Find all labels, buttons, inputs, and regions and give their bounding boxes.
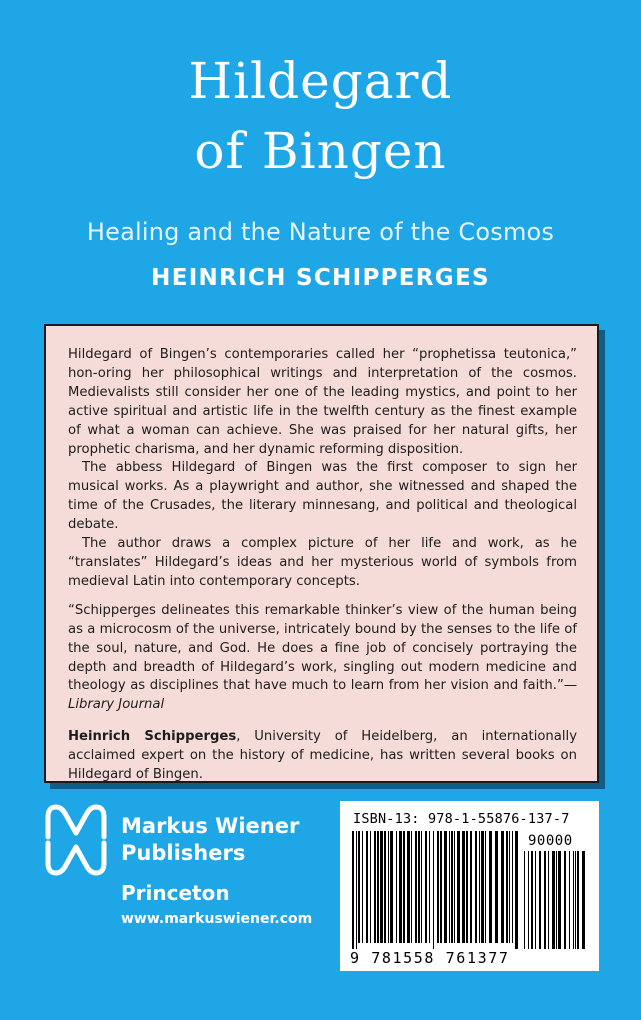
barcode-bar [407,831,410,943]
barcode-bar [449,831,450,943]
barcode-bar [451,831,453,943]
barcode-digits: 9 781558 761377 [350,949,510,967]
barcode-bar [356,831,357,949]
barcode-bar [358,831,360,943]
book-title-line1: Hildegard [188,52,453,110]
barcode-bar [370,831,371,943]
barcode-bar [457,831,460,943]
barcode-bar [501,831,504,943]
mw-logo-icon [44,803,108,877]
barcode-bar [374,831,376,943]
addon-bar [539,851,541,949]
barcode-bar [506,831,508,943]
addon-bar [582,851,585,949]
addon-bar [575,851,576,949]
barcode-bar [437,831,439,943]
addon-bar [552,851,555,949]
barcode-bar [454,831,455,943]
isbn-label: ISBN-13: 978-1-55876-137-7 [353,811,570,827]
blurb-paragraph-2: The abbess Hildegard of Bingen was the first composer to sign her musical works. As a playwright and author, she witnessed and shaped the time of the Crusades, the literary minnesang, and political and theological debate. [68,460,577,533]
book-subtitle: Healing and the Nature of the Cosmos [86,218,555,246]
addon-bar [544,851,546,949]
review-text: “Schipperges delineates this remarkable thinker’s view of the human being as a microcosm of the universe, intricately bound by the senses to the life of the soul, nature, and God. He does a fine job of concisely portraying the depth and breadth of Hildegard’s work, singling out modern medicine and theology as disciplines that have much to learn from her vision and faith.” [68,602,577,694]
author-bio-text: , University of Heidelberg, an internationally acclaimed expert on the history of medicine, has written several books on Hildegard of Bingen. [68,729,577,783]
addon-bar [524,851,525,949]
barcode-bar [403,831,405,943]
publisher-url: www.markuswiener.com [121,911,313,927]
book-author: HEINRICH SCHIPPERGES [151,265,490,291]
barcode-bar [421,831,422,943]
publisher-name-line1: Markus Wiener [121,814,300,838]
barcode-bar [509,831,510,943]
barcode-bar [390,831,393,943]
addon-bar [558,851,561,949]
blurb-paragraph-1: Hildegard of Bingen’s contemporaries called her “prophetissa teutonica,” hon-oring her philosophical writings and interpretation of the cosmos. Medievalists still consider her one of the leading mystics, and point to her active spiritual and artistic life in the twelfth century as the finest example of what a woman can achieve. She was praised for her natural gifts, her prophetic charisma, and her dynamic reforming disposition. [68,347,577,457]
barcode-bar [388,831,389,943]
barcode-bar [475,831,477,943]
author-bio [68,728,577,785]
addon-bar [531,851,533,949]
barcode-bar [489,831,492,943]
barcode-bar [366,831,368,943]
author-bio-name: Heinrich Schipperges [68,729,237,745]
addon-bar [569,851,570,949]
barcode-bar [396,831,397,943]
review-source: —Library Journal [68,678,577,713]
barcode-bar [384,831,386,943]
barcode-bar [415,831,417,943]
barcode-box [340,801,599,971]
barcode-bar [362,831,363,943]
barcode-bar [352,831,354,949]
book-title-line2: of Bingen [194,122,447,180]
barcode-bar [429,831,430,943]
addon-bar [528,851,529,949]
addon-bar [556,851,557,949]
barcode-bar [425,831,427,943]
barcode-bar [399,831,402,943]
addon-bar [548,851,549,949]
barcode-bar [481,831,484,943]
barcode-bar [470,831,472,943]
barcode-bar [479,831,480,943]
addon-bar [573,851,574,949]
barcode-bar [380,831,383,943]
barcode-bar [485,831,486,943]
barcode-bar [444,831,447,943]
barcode-bar [433,831,434,949]
barcode-bar [411,831,412,943]
addon-bar [577,851,579,949]
barcode-bar [495,831,498,943]
price-code: 90000 [528,833,573,849]
blurb-paragraph-3: The author draws a complex picture of her life and work, as he “translates” Hildegard’s ideas and her mysterious world of symbols from medieval Latin into contemporary concepts. [68,536,577,589]
barcode-bar [440,831,442,943]
barcode-bar [418,831,420,943]
addon-bar [535,851,536,949]
barcode-bar [462,831,465,943]
barcode-bar [466,831,468,943]
barcode-bar [512,831,513,943]
review-quote [68,602,577,715]
addon-bar [564,851,566,949]
publisher-name-line2: Publishers [121,841,246,865]
barcode-bar [377,831,379,943]
barcode-bar [515,831,518,949]
publisher-city: Princeton [121,881,230,905]
description-panel [44,324,599,783]
